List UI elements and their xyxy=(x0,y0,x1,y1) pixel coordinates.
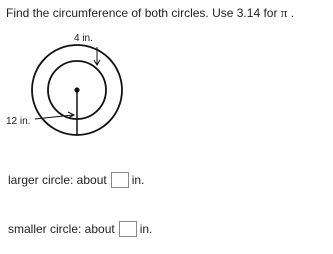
larger-circle-label: larger circle: about xyxy=(8,173,107,187)
larger-circle-unit: in. xyxy=(131,173,145,187)
question-suffix: . xyxy=(287,6,295,20)
center-dot xyxy=(74,87,79,92)
question-main: Find the circumference of both circles. Use 3.14 for xyxy=(6,6,278,20)
smaller-circle-label: smaller circle: about xyxy=(8,222,115,236)
inner-label: 4 in. xyxy=(74,33,93,44)
pi-symbol: π xyxy=(280,5,288,20)
larger-circle-input[interactable] xyxy=(111,172,129,188)
smaller-circle-input[interactable] xyxy=(119,221,137,237)
larger-circle-answer-row xyxy=(8,170,144,190)
smaller-circle-unit: in. xyxy=(139,222,153,236)
smaller-circle-answer-row xyxy=(8,219,152,239)
outer-label: 12 in. xyxy=(6,116,31,127)
